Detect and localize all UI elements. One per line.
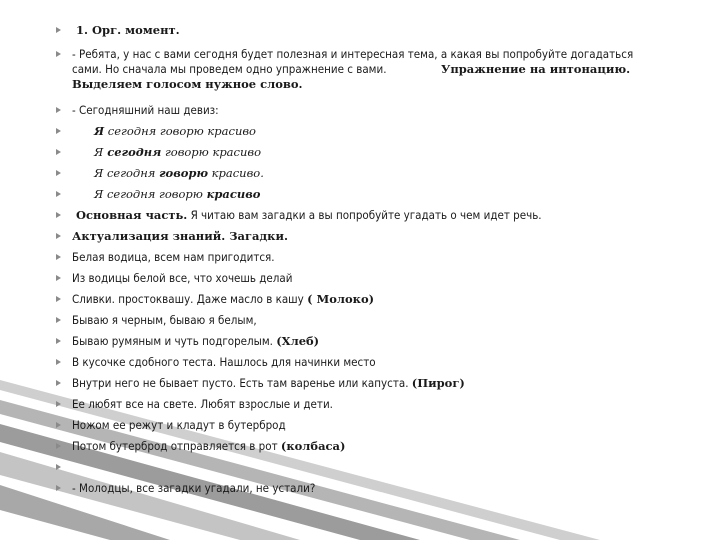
bullet-icon bbox=[56, 212, 61, 218]
list-item bbox=[56, 481, 690, 496]
list-item bbox=[56, 397, 690, 412]
riddle-answer: (колбаса) bbox=[280, 439, 346, 453]
list-item bbox=[56, 103, 690, 118]
bullet-icon bbox=[56, 191, 61, 197]
item-text: Я читаю вам загадки а вы попробуйте угадать о чем идет речь. bbox=[187, 208, 542, 222]
list-item bbox=[56, 23, 690, 38]
bullet-icon bbox=[56, 485, 61, 491]
bullet-icon bbox=[56, 464, 61, 470]
bullet-icon bbox=[56, 170, 61, 176]
riddle-line: Белая водица, всем нам пригодится. bbox=[72, 250, 275, 264]
exercise-subheading: Выделяем голосом нужное слово. bbox=[72, 77, 303, 91]
item-text: - Сегодняшний наш девиз: bbox=[72, 103, 219, 117]
motto-text: говорю красиво bbox=[161, 145, 261, 159]
riddle-line: Внутри него не бывает пусто. Есть там варенье или капуста. bbox=[72, 376, 412, 390]
riddle-line: В кусочке сдобного теста. Нашлось для начинки место bbox=[72, 355, 376, 369]
bullet-icon bbox=[56, 107, 61, 113]
riddle-line: Бываю румяным и чуть подгорелым. bbox=[72, 334, 277, 348]
motto-emphasis: говорю bbox=[159, 166, 208, 180]
bullet-icon bbox=[56, 422, 61, 428]
bullet-icon bbox=[56, 359, 61, 365]
motto-emphasis: сегодня bbox=[103, 145, 162, 159]
list-item bbox=[56, 292, 690, 307]
list-item bbox=[56, 187, 690, 202]
bullet-icon bbox=[56, 443, 61, 449]
bullet-icon bbox=[56, 317, 61, 323]
riddle-line: Ее любят все на свете. Любят взрослые и дети. bbox=[72, 397, 333, 411]
bullet-icon bbox=[56, 254, 61, 260]
list-item bbox=[56, 229, 690, 244]
list-item bbox=[56, 313, 690, 328]
bullet-icon bbox=[56, 401, 61, 407]
bullet-icon bbox=[56, 296, 61, 302]
section-heading: Основная часть. bbox=[76, 208, 188, 222]
list-item bbox=[56, 166, 690, 181]
motto-emphasis: красиво bbox=[206, 187, 261, 201]
exercise-heading: Упражнение на интонацию. bbox=[441, 62, 631, 76]
list-item bbox=[56, 418, 690, 433]
bullet-icon bbox=[56, 380, 61, 386]
bullet-icon bbox=[56, 275, 61, 281]
riddle-answer: ( Молоко) bbox=[307, 292, 375, 306]
bullet-icon bbox=[56, 338, 61, 344]
item-text: - Ребята, у нас с вами сегодня будет полезная и интересная тема, а какая вы попробуйте догадаться bbox=[72, 47, 634, 61]
list-item bbox=[56, 271, 690, 286]
riddle-line: Из водицы белой все, что хочешь делай bbox=[72, 271, 293, 285]
riddle-line: Потом бутерброд отправляется в рот bbox=[72, 439, 281, 453]
list-item bbox=[56, 376, 690, 391]
motto-text: сегодня говорю красиво bbox=[104, 124, 256, 138]
riddle-answer: (Хлеб) bbox=[276, 334, 320, 348]
riddle-line: Ножом ее режут и кладут в бутерброд bbox=[72, 418, 286, 432]
list-item bbox=[56, 47, 690, 92]
section-heading: Актуализация знаний. Загадки. bbox=[72, 229, 289, 243]
item-text: 1. Орг. момент. bbox=[76, 23, 180, 37]
item-text-line2: сами. Но сначала мы проведем одно упражнение с вами. bbox=[72, 62, 387, 76]
bullet-icon bbox=[56, 149, 61, 155]
riddle-line: Сливки. простоквашу. Даже масло в кашу bbox=[72, 292, 308, 306]
list-item bbox=[56, 334, 690, 349]
motto-text: Я сегодня говорю bbox=[94, 187, 207, 201]
bullet-icon bbox=[56, 27, 61, 33]
list-item bbox=[56, 439, 690, 454]
bullet-icon bbox=[56, 233, 61, 239]
bullet-icon bbox=[56, 128, 61, 134]
list-item bbox=[56, 208, 690, 223]
riddle-answer: (Пирог) bbox=[411, 376, 465, 390]
list-item bbox=[56, 250, 690, 265]
motto-text: Я bbox=[94, 145, 104, 159]
list-item bbox=[56, 145, 690, 160]
motto-text: красиво. bbox=[207, 166, 264, 180]
motto-text: Я сегодня bbox=[94, 166, 160, 180]
riddle-line: Бываю я черным, бываю я белым, bbox=[72, 313, 257, 327]
bullet-icon bbox=[56, 51, 61, 57]
closing-line: - Молодцы, все загадки угадали, не устали? bbox=[72, 481, 316, 495]
list-item bbox=[56, 124, 690, 139]
list-item bbox=[56, 355, 690, 370]
motto-emphasis: Я bbox=[94, 124, 105, 138]
